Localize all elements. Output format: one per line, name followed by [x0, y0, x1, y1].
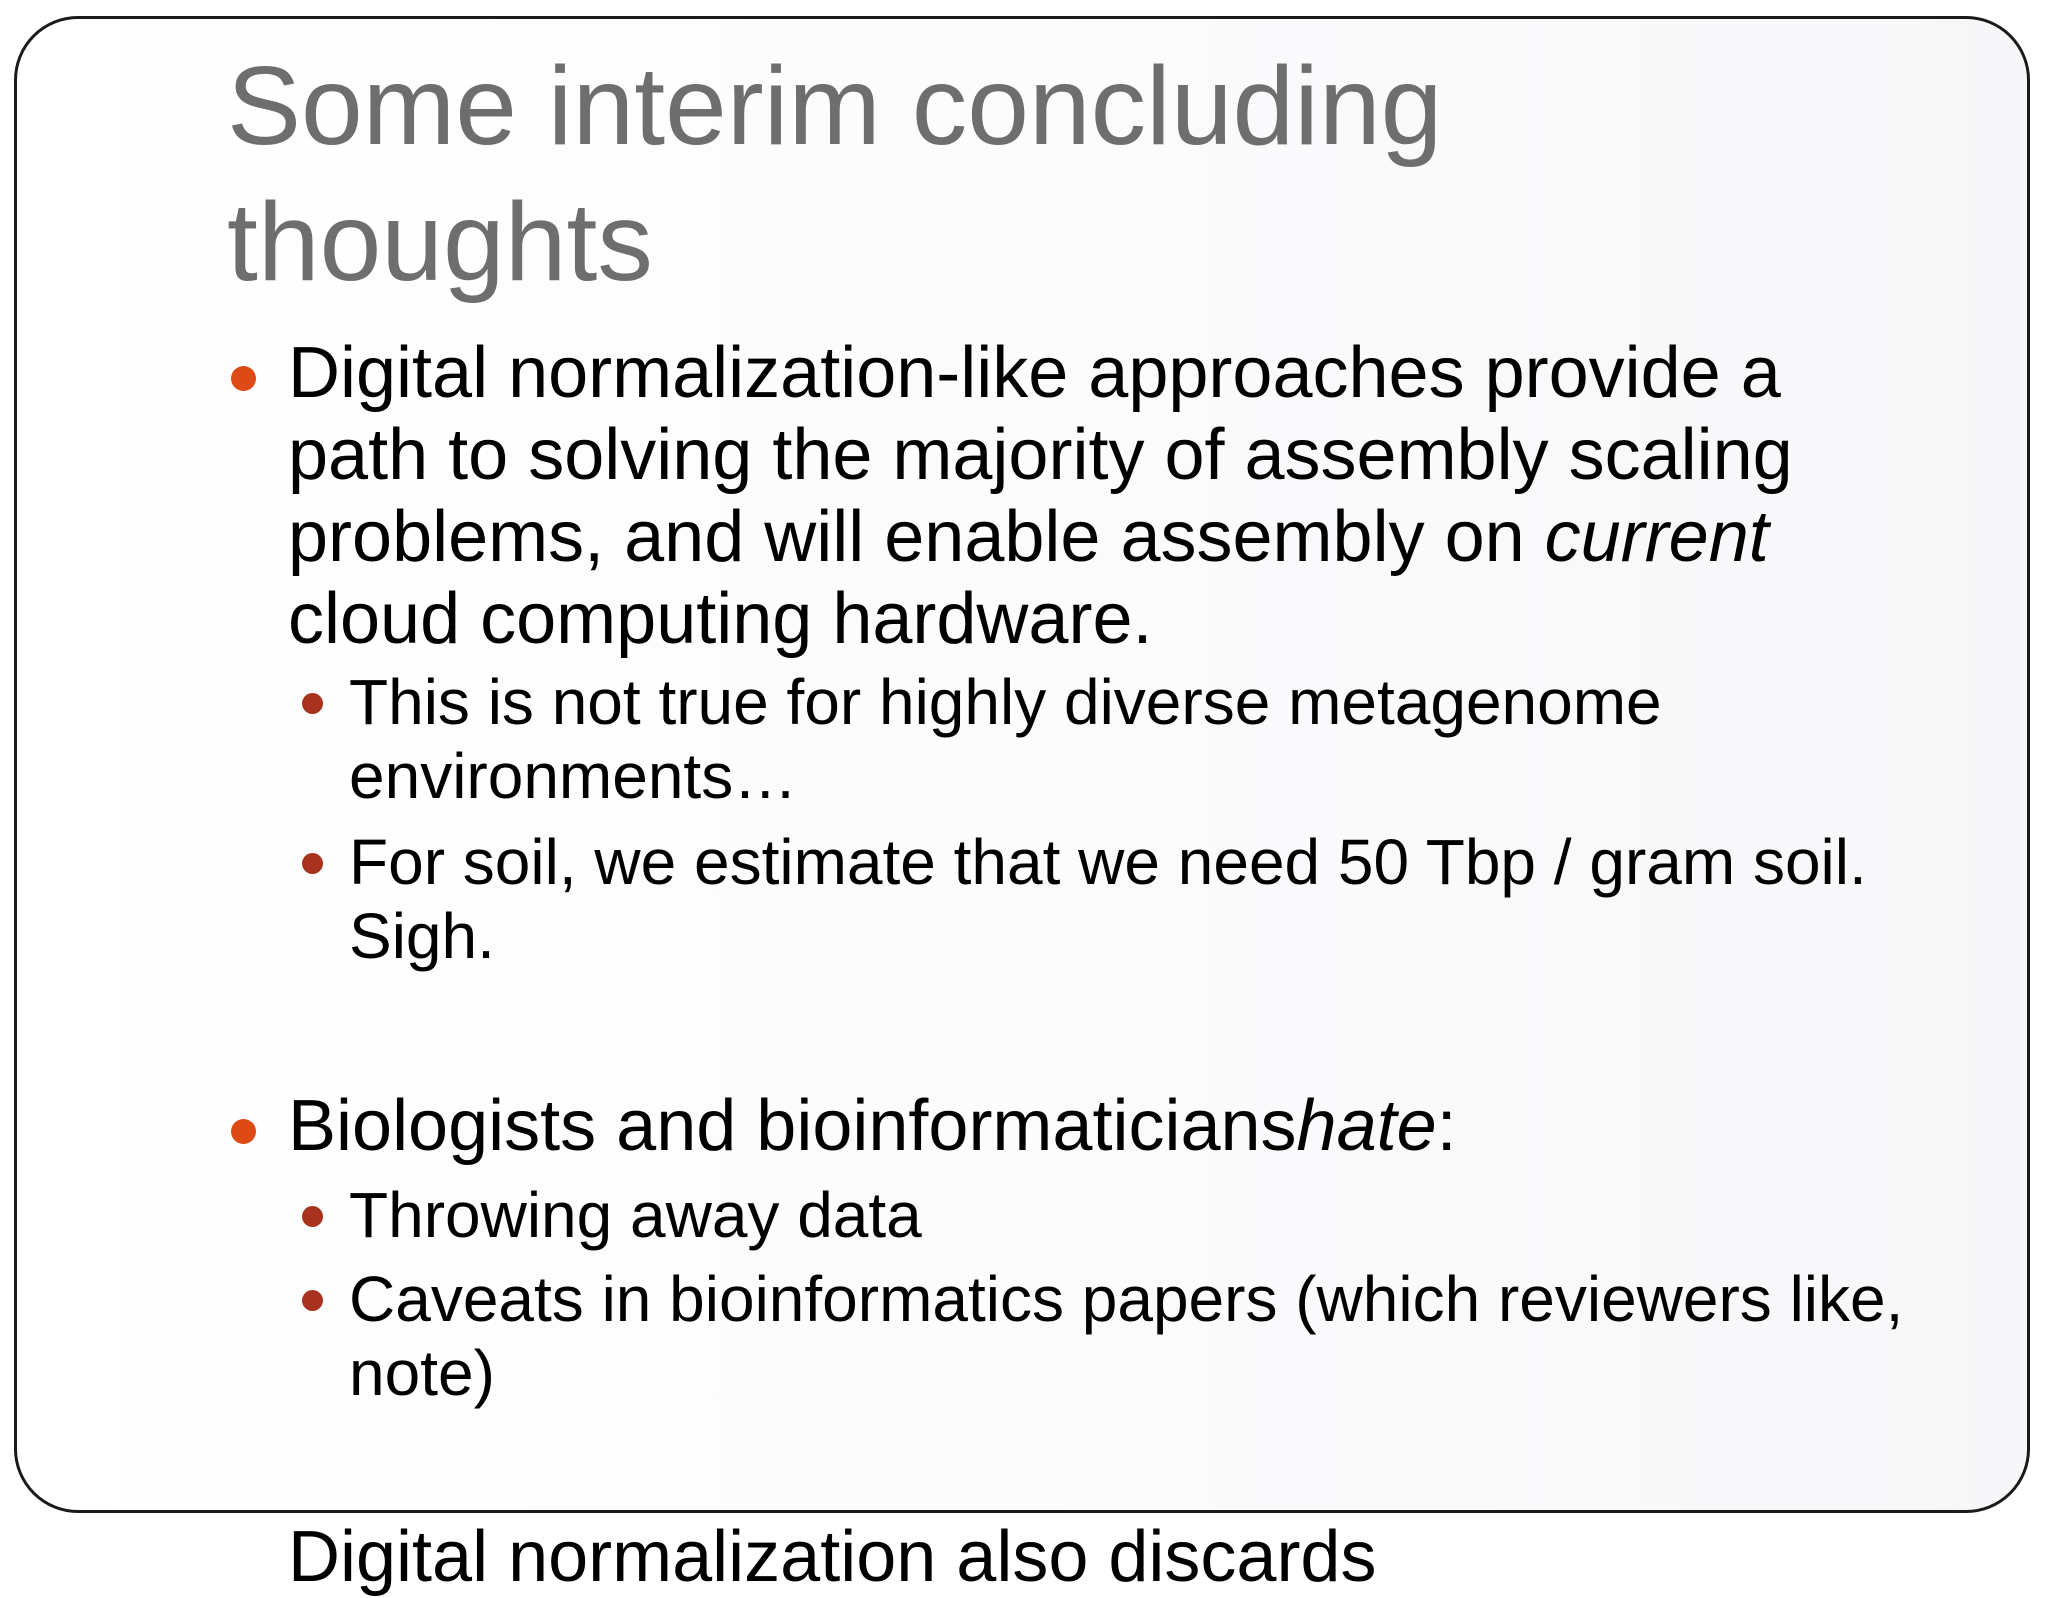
slide-title: Some interim concluding thoughts [227, 44, 1443, 304]
bullet-emphasis: hate [1296, 1086, 1437, 1166]
overflow-text: Digital normalization also discards [288, 1517, 1377, 1597]
bullet-text: Digital normalization-like approaches provide a path to solving the majority of assembly scaling problems, and will enable assembly on [288, 333, 1793, 577]
bullet-emphasis: current [1544, 497, 1769, 577]
sub-bullet-dot [302, 1290, 323, 1311]
sub-bullet-dot [302, 853, 323, 874]
sub-bullet-item: For soil, we estimate that we need 50 Tbp / gram soil. Sigh. [349, 826, 1867, 972]
sub-bullet-dot [302, 693, 323, 714]
bullet-item [288, 332, 1848, 660]
bullet-text: cloud computing hardware. [288, 579, 1153, 659]
bullet-text: Biologists and bioinformaticians [288, 1086, 1297, 1166]
sub-bullet-item: This is not true for highly diverse metagenome environments… [349, 666, 1662, 812]
bullet-text: : [1436, 1086, 1457, 1166]
sub-bullet-item: Caveats in bioinformatics papers (which reviewers like, note) [349, 1263, 1904, 1409]
bullet-dot [231, 366, 256, 391]
sub-bullet-dot [302, 1206, 323, 1227]
bullet-dot [231, 1119, 256, 1144]
bullet-item [288, 1085, 1848, 1167]
sub-bullet-item: Throwing away data [349, 1179, 922, 1251]
